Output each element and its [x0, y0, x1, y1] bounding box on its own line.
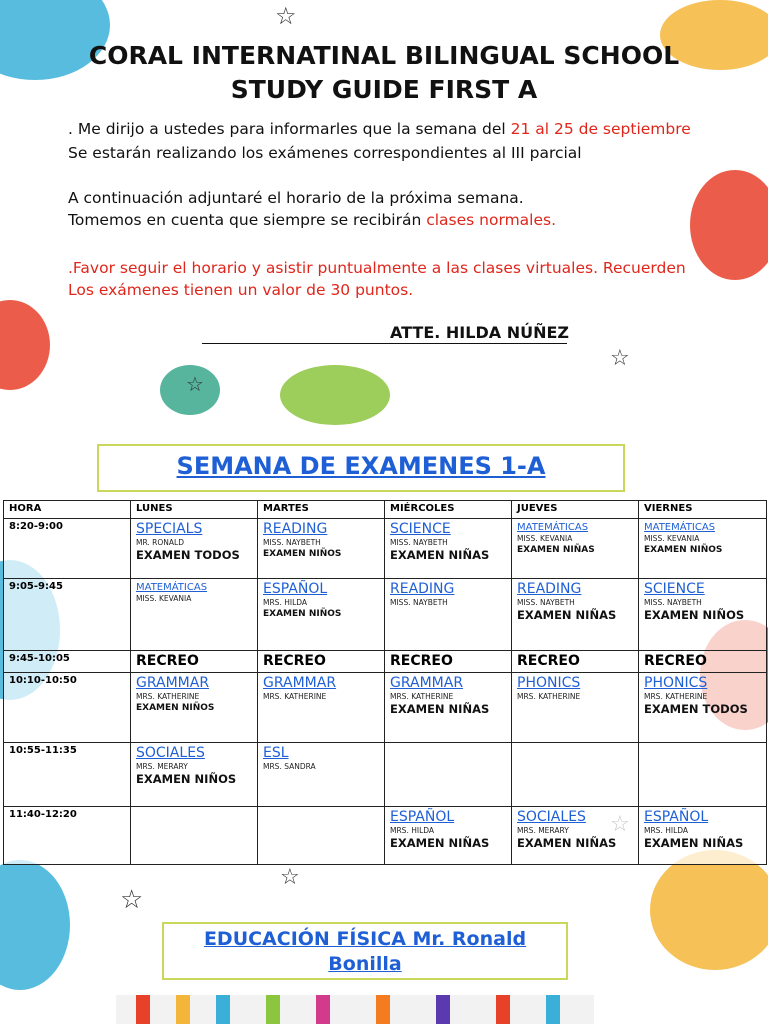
physical-education-box [162, 922, 568, 980]
teacher-name: MR. RONALD [136, 538, 184, 547]
school-title: CORAL INTERNATINAL BILINGUAL SCHOOL [88, 41, 680, 70]
paint-splash-red [0, 300, 50, 390]
exam-note: EXAMEN NIÑAS [644, 836, 744, 850]
teacher-name: MISS. KEVANIA [644, 534, 700, 543]
recess-cell: RECREO [385, 651, 512, 673]
subject-link[interactable]: SCIENCE [390, 521, 451, 537]
schedule-cell [131, 519, 258, 579]
recess-cell: RECREO [258, 651, 385, 673]
exam-note: EXAMEN NIÑAS [390, 836, 490, 850]
schedule-cell [639, 519, 767, 579]
column-header: JUEVES [512, 501, 639, 519]
column-header: HORA [4, 501, 131, 519]
message-line-3: A continuación adjuntaré el horario de la próxima semana. [68, 189, 524, 207]
schedule-cell [131, 743, 258, 807]
exam-note: EXAMEN NIÑOS [136, 772, 237, 786]
subject-link[interactable]: ESPAÑOL [263, 581, 328, 597]
paint-splash-blue [0, 860, 70, 990]
schedule-cell [639, 579, 767, 651]
subject-link[interactable]: SOCIALES [136, 745, 205, 761]
subject-link[interactable]: READING [390, 581, 455, 597]
time-slot: 10:10-10:50 [4, 673, 131, 743]
message-line-1 [68, 118, 691, 140]
schedule-cell [639, 807, 767, 865]
teacher-name: MRS. KATHERINE [136, 692, 200, 701]
exam-note: EXAMEN NIÑOS [644, 608, 745, 622]
table-row [4, 519, 767, 579]
table-row [4, 807, 767, 865]
schedule-cell [385, 579, 512, 651]
pencil-icon [176, 995, 190, 1024]
paint-splash-red [690, 170, 768, 280]
time-slot: 10:55-11:35 [4, 743, 131, 807]
exam-note: EXAMEN NIÑAS [517, 608, 617, 622]
schedule-cell [258, 807, 385, 865]
subject-link[interactable]: SPECIALS [136, 521, 203, 537]
schedule-cell [258, 673, 385, 743]
exam-note: EXAMEN TODOS [136, 548, 240, 562]
pe-line-2: Bonilla [328, 953, 402, 975]
exam-dates: 21 al 25 de septiembre [510, 120, 691, 138]
table-row [4, 579, 767, 651]
exam-schedule-table [3, 500, 767, 865]
subject-link[interactable]: ESPAÑOL [390, 809, 455, 825]
recess-cell: RECREO [131, 651, 258, 673]
schedule-cell [512, 673, 639, 743]
star-icon: ☆ [280, 865, 300, 890]
table-header-row [4, 501, 767, 519]
subject-link[interactable]: ESL [263, 745, 289, 761]
schedule-cell [639, 673, 767, 743]
exam-week-banner [97, 444, 625, 492]
column-header: MIÉRCOLES [385, 501, 512, 519]
message-text: Tomemos en cuenta que siempre se recibirán [68, 211, 427, 229]
star-icon: ☆ [120, 885, 144, 915]
message-line-5: .Favor seguir el horario y asistir puntualmente a las clases virtuales. Recuerden [68, 259, 686, 277]
teacher-name: MRS. HILDA [390, 826, 435, 835]
recess-cell: RECREO [639, 651, 767, 673]
table-row [4, 743, 767, 807]
subject-link[interactable]: PHONICS [517, 675, 581, 691]
normal-classes-note: clases normales. [426, 211, 557, 229]
schedule-cell [512, 519, 639, 579]
schedule-cell [512, 743, 639, 807]
pencil-icon [376, 995, 390, 1024]
schedule-cell [131, 579, 258, 651]
subject-link[interactable]: SOCIALES [517, 809, 586, 825]
schedule-cell [512, 579, 639, 651]
exam-note: EXAMEN NIÑOS [263, 549, 342, 559]
column-header: VIERNES [639, 501, 767, 519]
subject-link[interactable]: GRAMMAR [390, 675, 464, 691]
paint-splash-yellow [650, 850, 768, 970]
teacher-name: MISS. KEVANIA [517, 534, 573, 543]
teacher-name: MRS. MERARY [136, 762, 188, 771]
schedule-cell [258, 579, 385, 651]
guide-title: STUDY GUIDE FIRST A [230, 75, 538, 104]
teacher-name: MISS. NAYBETH [390, 538, 448, 547]
subject-link[interactable]: PHONICS [644, 675, 708, 691]
teacher-name: MRS. HILDA [263, 598, 308, 607]
teacher-name: MRS. HILDA [644, 826, 689, 835]
teacher-name: MRS. SANDRA [263, 762, 316, 771]
schedule-cell [131, 807, 258, 865]
subject-link[interactable]: MATEMÁTICAS [136, 582, 208, 593]
column-header: MARTES [258, 501, 385, 519]
time-slot: 8:20-9:00 [4, 519, 131, 579]
exam-note: EXAMEN NIÑAS [517, 545, 595, 555]
subject-link[interactable]: GRAMMAR [263, 675, 337, 691]
exam-note: EXAMEN TODOS [644, 702, 748, 716]
pencil-icon [546, 995, 560, 1024]
star-icon: ☆ [275, 2, 297, 30]
teacher-name: MISS. NAYBETH [517, 598, 575, 607]
schedule-cell [258, 743, 385, 807]
pencil-icon [216, 995, 230, 1024]
exam-note: EXAMEN NIÑOS [136, 703, 215, 713]
teacher-name: MRS. KATHERINE [263, 692, 327, 701]
signature: ATTE. HILDA NÚÑEZ [390, 323, 569, 342]
table-row [4, 673, 767, 743]
teacher-name: MRS. KATHERINE [390, 692, 454, 701]
subject-link[interactable]: READING [263, 521, 328, 537]
exam-note: EXAMEN NIÑOS [644, 545, 723, 555]
teacher-name: MISS. KEVANIA [136, 594, 192, 603]
message-text: . Me dirijo a ustedes para informarles que la semana del [68, 120, 511, 138]
teacher-name: MRS. MERARY [517, 826, 569, 835]
schedule-cell [258, 519, 385, 579]
subject-link[interactable]: MATEMÁTICAS [517, 522, 589, 533]
exam-note: EXAMEN NIÑAS [390, 548, 490, 562]
teacher-name: MRS. KATHERINE [517, 692, 581, 701]
exam-note: EXAMEN NIÑAS [390, 702, 490, 716]
schedule-cell [385, 673, 512, 743]
time-slot: 9:45-10:05 [4, 651, 131, 673]
pencil-icon [266, 995, 280, 1024]
subject-link[interactable]: ESPAÑOL [644, 809, 709, 825]
table-row [4, 651, 767, 673]
teacher-name: MISS. NAYBETH [644, 598, 702, 607]
exam-week-title: SEMANA DE EXAMENES 1-A [176, 452, 546, 480]
signature-line [202, 343, 567, 344]
teacher-name: MISS. NAYBETH [390, 598, 448, 607]
schedule-cell [385, 743, 512, 807]
schedule-cell [385, 519, 512, 579]
pencil-icon [436, 995, 450, 1024]
schedule-cell [639, 743, 767, 807]
pencil-icon [496, 995, 510, 1024]
exam-note: EXAMEN NIÑOS [263, 609, 342, 619]
star-icon: ☆ [186, 372, 204, 396]
subject-link[interactable]: GRAMMAR [136, 675, 210, 691]
exam-note: EXAMEN NIÑAS [517, 836, 617, 850]
schedule-cell [385, 807, 512, 865]
school-supplies-image [116, 995, 594, 1024]
watermark: 230092719 [652, 408, 738, 426]
time-slot: 11:40-12:20 [4, 807, 131, 865]
teacher-name: MISS. NAYBETH [263, 538, 321, 547]
paint-splash-green [280, 365, 390, 425]
message-line-2: Se estarán realizando los exámenes correspondientes al III parcial [68, 144, 582, 162]
message-line-6: Los exámenes tienen un valor de 30 puntos. [68, 281, 414, 299]
schedule-cell [131, 673, 258, 743]
recess-cell: RECREO [512, 651, 639, 673]
time-slot: 9:05-9:45 [4, 579, 131, 651]
pencil-icon [136, 995, 150, 1024]
message-line-4 [68, 209, 556, 231]
teacher-name: MRS. KATHERINE [644, 692, 708, 701]
schedule-cell [512, 807, 639, 865]
star-icon: ☆ [610, 346, 630, 371]
subject-link[interactable]: SCIENCE [644, 581, 705, 597]
subject-link[interactable]: READING [517, 581, 582, 597]
column-header: LUNES [131, 501, 258, 519]
pe-line-1: EDUCACIÓN FÍSICA Mr. Ronald [203, 928, 527, 950]
pencil-icon [316, 995, 330, 1024]
subject-link[interactable]: MATEMÁTICAS [644, 522, 716, 533]
